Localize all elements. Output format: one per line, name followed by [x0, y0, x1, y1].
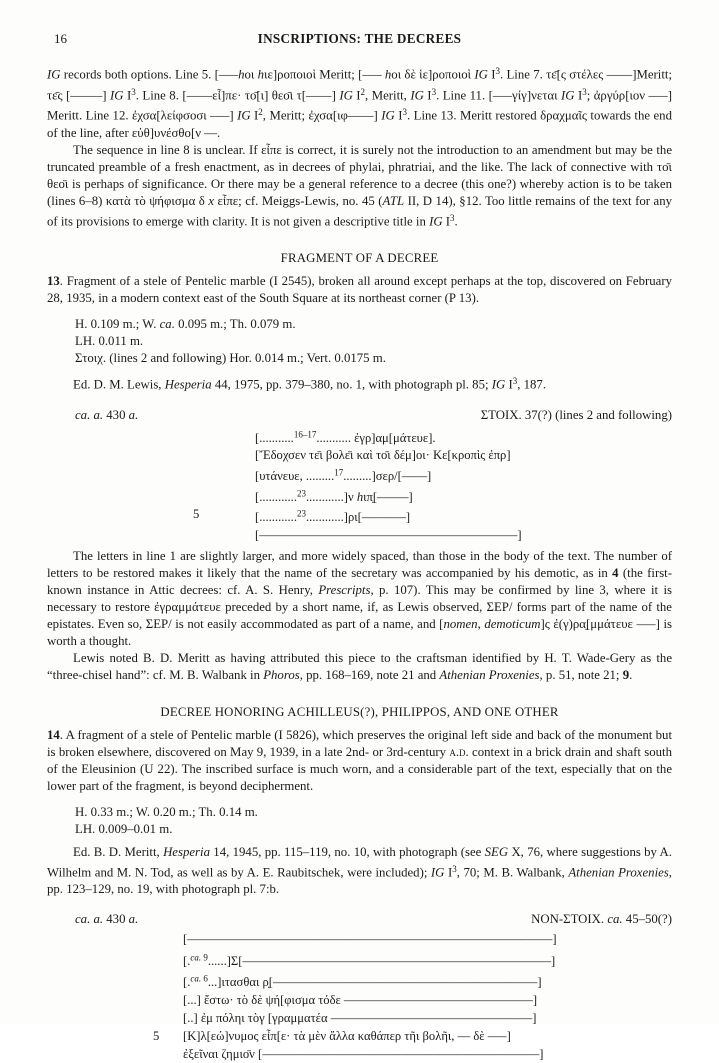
measurement-line: H. 0.33 m.; W. 0.20 m.; Th. 0.14 m.: [75, 804, 258, 819]
entry14-measurements: [75, 804, 672, 838]
inscription-line-text: [...........$^{16-17}$........... ἐγρ]αμ[μάτευε].: [255, 429, 436, 445]
paragraph-line8-sequence: The sequence in line 8 is unclear. If εἶπε is correct, it is surely not the introduction to an amendment but may be the truncated preamble of a fresh enactment, as in decrees of phylai, phratriai, and the like. The lack of connective with το̄ι θεο̄ι is perhaps of significance. Or there may be a general reference to a decree (this one?) whereby action is to be taken (lines 6–8) κατὰ τὸ ψήφισμα δ x εἶπε; cf. Meiggs-Lewis, no. 45 (ATL II, D 14), §12. Too little remains of the text for any of its provisions to emerge with clarity. It is not given a descriptive title in IG $I^3$.: [47, 142, 672, 228]
entry13-edition: Ed. D. M. Lewis, Hesperia 44, 1975, pp. 379–380, no. 1, with photograph pl. 85; IG $I^3$, 187.: [73, 376, 547, 392]
inscription-block-13-wrap: [193, 427, 672, 544]
inscription-line: [255, 427, 672, 448]
entry13-commentary-2: Lewis noted B. D. Meritt as having attributed this piece to the craftsman identified by H. T. Wade-Gery as the “three-chisel hand”: cf. M. B. Walbank in Phoros, pp. 168–169, note 21 and Athenian Proxenies, p. 51, note 21; 9.: [47, 650, 672, 682]
page-number: 16: [54, 31, 67, 46]
measurement-line: LH. 0.009–0.01 m.: [75, 821, 173, 836]
entry13-description: 13. Fragment of a stele of Pentelic marble (I 2545), broken all around except perhaps at the top, discovered on February 28, 1935, in a modern context east of the South Square at its northeast corner (P 13).: [47, 274, 672, 305]
inscription-line: [193, 506, 672, 527]
line-number: 5: [193, 506, 200, 521]
measurement-line: H. 0.109 m.; W. ca. 0.095 m.; Th. 0.079 m.: [75, 317, 296, 331]
measurement-line: LH. 0.011 m.: [75, 334, 144, 348]
measurement-line: Στοιχ. (lines 2 and following) Hor. 0.014 m.; Vert. 0.0175 m.: [75, 351, 386, 365]
inscription-line-text: [.$^{ca. 6}$...]ιτασθαι ρ̣[––––––––––––––––––––––––––––––––––––––––––]: [183, 973, 542, 990]
stoichedon-label: ΣΤΟΙΧ. 37(?) (lines 2 and following): [480, 407, 672, 422]
inscription-line: [183, 991, 672, 1009]
paragraph-ig-variants: IG records both options. Line 5. [–––hοι hιε]ροποιοὶ Meritt; [––– hοι δὲ ἱε]ροποιοὶ IG $I^3$. Line 7. τε̄[ς στέλες ––––]Meritt; τε̄ς [–––––] IG $I^3$. Line 8. [––––εἶ]πε· το̄[ι] θεο̄ι τ[––––] IG $I^2$, Meritt, IG $I^3$. Line 11. [–––γίγ]νεται IG $I^3$; ἀργύρ[ιον –––] Meritt. Line 12. ἐχσα[λείφσοσι –––] IG $I^2$, Meritt; ἐχσα[ιφ––––] IG $I^3$. Line 13. Meritt restored δραχμαῖς towards the end of the line, after εὐθ]υνέσθο[ν ––.: [47, 66, 672, 140]
line-number: 5: [153, 1029, 160, 1044]
date-label: ca. a. 430 a.: [75, 912, 139, 927]
stoichedon-label: NON-ΣΤΟΙΧ. ca. 45–50(?): [531, 912, 672, 927]
inscription-line: [183, 930, 672, 948]
inscription-line: [183, 948, 672, 970]
inscription-line-text: [––––––––––––––––––––––––––––––––––––––––––––––––––––––––––]: [183, 932, 557, 947]
inscription-line-text: ἐξεῖναι ζημιο̄ν [––––––––––––––––––––––––––––––––––––––––––––]: [183, 1047, 544, 1062]
inscription-line-text: [.$^{ca. 9}$......]Σ[–––––––––––––––––––––––––––––––––––––––––––––––––]: [183, 952, 556, 968]
inscription-text-14: [153, 930, 672, 1063]
inscription-line-text: [............$^{23}$............]ν hιπ̣[–––––]: [255, 488, 413, 504]
inscription-line-text: [...] ἔστω· τὸ δὲ ψή[φισμα τόδε ––––––––––––––––––––––––––––––]: [183, 993, 538, 1008]
inscription-line: [255, 485, 672, 506]
inscription-line: [183, 1045, 672, 1063]
inscription-line-text: [–––––––––––––––––––––––––––––––––––––––––]: [255, 527, 522, 542]
entry14-edition: Ed. B. D. Meritt, Hesperia 14, 1945, pp. 115–119, no. 10, with photograph (see SEG X, 76, where suggestions by A. Wilhelm and M. N. Tod, as well as by A. E. Raubitschek, were included); IG $I^3$, 70; M. B. Walbank, Athenian Proxenies, pp. 123–129, no. 19, with photograph pl. 7:b.: [47, 844, 672, 897]
entry14-description: 14. A fragment of a stele of Pentelic marble (I 5826), which preserves the original left side and back of the monument but is broken elsewhere, discovered on May 9, 1939, in a late 2nd- or 3rd-century a.d. context in a brick drain and shaft south of the Eleusinion (U 22). The inscribed surface is much worn, and a considerable part of the text, especially that on the lower part of the fragment, is beyond decipherment.: [47, 727, 672, 793]
entry13-commentary-1: The letters in line 1 are slightly larger, and more widely spaced, than those in the body of the text. The number of letters to be restored makes it likely that the name of the secretary was accompanied by his demotic, as in 4 (the first-known instance in Attic decrees: cf. A. S. Henry, Prescripts, p. 107). This may be confirmed by line 3, where it is necessary to restore ἐγραμμάτευε preceded by a short name, if, as Lewis observed, ΣΕΡ/ forms part of the name of the epistates. Even so, ΣΕΡ/ is not easily accommodated as part of a name, and [nomen, demoticum]ς ἐ(γ)ρα̣[μμάτευε –––] is worth a thought.: [47, 548, 673, 648]
inscription-line: [183, 1009, 672, 1027]
inscription-line-text: [Ἔδοχσεν τε̄ι βολε̄ι καὶ το̄ι δέμ]οι· Κε[κροπὶς ἐπρ]: [255, 448, 511, 463]
inscription-line-text: [..] ἐμ πόληι τὸγ [γραμματέα ––––––––––––––––––––––––––––––––]: [183, 1011, 537, 1026]
entry13-date-row: [47, 407, 672, 424]
entry13-measurements: [75, 316, 672, 367]
inscription-line-text: [............$^{23}$............]ρι[–––––––]: [255, 508, 411, 525]
date-label: ca. a. 430 a.: [75, 407, 139, 422]
inscription-line: [153, 1027, 672, 1045]
inscription-line-text: [υτάνευε, .........$^{17}$.........]σερ/[––––]: [255, 467, 432, 483]
inscription-line: [255, 447, 672, 464]
inscription-text-13: [193, 427, 672, 544]
entry14-date-row: [47, 911, 672, 928]
inscription-line: [255, 464, 672, 485]
page-header: [47, 30, 672, 47]
section-heading-13: FRAGMENT OF A DECREE: [280, 251, 439, 265]
running-title: INSCRIPTIONS: THE DECREES: [257, 31, 462, 46]
inscription-line: [255, 527, 672, 544]
inscription-line: [183, 970, 672, 992]
inscription-line-text: [Κ]λ[εώ]νυμος εἶπ[ε· τὰ μὲν ἄλλα καθάπερ τῆι βολῆι, –– δὲ –––]: [183, 1029, 511, 1044]
inscription-block-14-wrap: [153, 930, 672, 1063]
section-heading-14: DECREE HONORING ACHILLEUS(?), PHILIPPOS, AND ONE OTHER: [160, 704, 559, 719]
